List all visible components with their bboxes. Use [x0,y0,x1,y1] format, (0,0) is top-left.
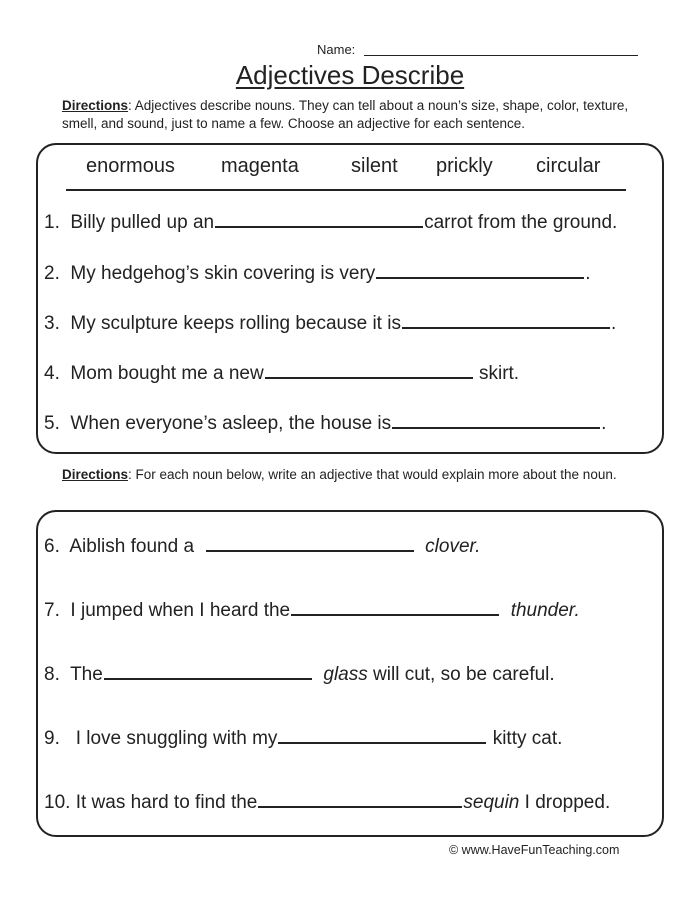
answer-blank[interactable] [215,206,423,228]
sentence-noun: sequin [463,792,520,813]
sentence-text-after: . [585,263,591,284]
answer-blank[interactable] [376,257,584,279]
answer-blank[interactable] [392,407,600,429]
directions-text: : Adjectives describe nouns. They can tell about a noun’s size, shape, color, texture, smell, and sound, just to name a few. Choose an adjective for each sentence. [62,98,629,131]
page-title: Adjectives Describe [235,60,465,90]
sentence-9 [44,722,562,751]
sentence-noun: clover [425,536,476,557]
answer-blank[interactable] [206,530,414,552]
sentence-5 [44,407,606,436]
sentence-4 [44,357,519,386]
sentence-number: 8. [44,664,60,685]
sentence-text-after: kitty cat. [492,728,563,749]
word-bank-item: enormous [86,155,175,177]
directions-part2 [62,466,652,484]
name-label: Name: [317,42,356,57]
name-line[interactable] [364,55,638,56]
sentence-number: 6. [44,536,60,557]
sentence-10 [44,786,610,815]
sentence-text-after: . [475,536,481,557]
sentence-7 [44,594,580,623]
sentence-6 [44,530,480,559]
sentence-8 [44,658,555,687]
sentence-3 [44,307,616,336]
sentence-1 [44,206,617,235]
sentence-text-after: . [610,313,617,334]
sentence-text-after: carrot from the ground. [424,212,618,233]
sentence-text-after: skirt. [478,363,520,384]
directions-label: Directions [62,467,129,482]
sentence-text-before: My sculpture keeps rolling because it is [70,313,401,334]
word-bank-item: circular [536,155,601,177]
directions-part1 [62,97,652,133]
sentence-noun: glass [323,664,368,685]
sentence-number: 9. [44,728,60,749]
sentence-text-before: I jumped when I heard the [70,600,291,621]
answer-blank[interactable] [104,658,312,680]
answer-blank[interactable] [291,594,499,616]
word-bank [66,155,626,191]
sentence-text-after: will cut, so be careful. [373,664,555,685]
sentence-text-before: It was hard to find the [75,792,258,813]
answer-blank[interactable] [402,307,610,329]
answer-blank[interactable] [278,722,486,744]
sentence-text-before: Aiblish found a [69,536,195,557]
sentence-number: 1. [44,212,60,233]
sentence-noun: thunder [510,600,575,621]
sentence-text-before: When everyone’s asleep, the house is [70,413,392,434]
sentence-text-before: Mom bought me a new [70,363,264,384]
sentence-number: 7. [44,600,60,621]
word-bank-item: silent [351,155,398,177]
sentence-number: 5. [44,413,60,434]
sentence-text-after: . [601,413,607,434]
word-bank-item: prickly [436,155,493,177]
copyright-text: © www.HaveFunTeaching.com [449,843,620,857]
sentence-text-before: I love snuggling with my [75,728,278,749]
answer-blank[interactable] [265,357,473,379]
sentence-number: 4. [44,363,60,384]
directions-label: Directions [62,98,129,113]
sentence-text-before: My hedgehog’s skin covering is very [70,263,376,284]
sentence-number: 10. [44,792,71,813]
directions-text: : For each noun below, write an adjective that would explain more about the noun. [128,467,617,482]
sentence-number: 3. [44,313,60,334]
sentence-text-before: Billy pulled up an [70,212,215,233]
sentence-text-after: . [574,600,580,621]
word-bank-item: magenta [221,155,299,177]
sentence-text-before: The [70,664,103,685]
answer-blank[interactable] [258,786,462,808]
sentence-number: 2. [44,263,60,284]
sentence-text-after: I dropped. [524,792,611,813]
sentence-2 [44,257,591,286]
